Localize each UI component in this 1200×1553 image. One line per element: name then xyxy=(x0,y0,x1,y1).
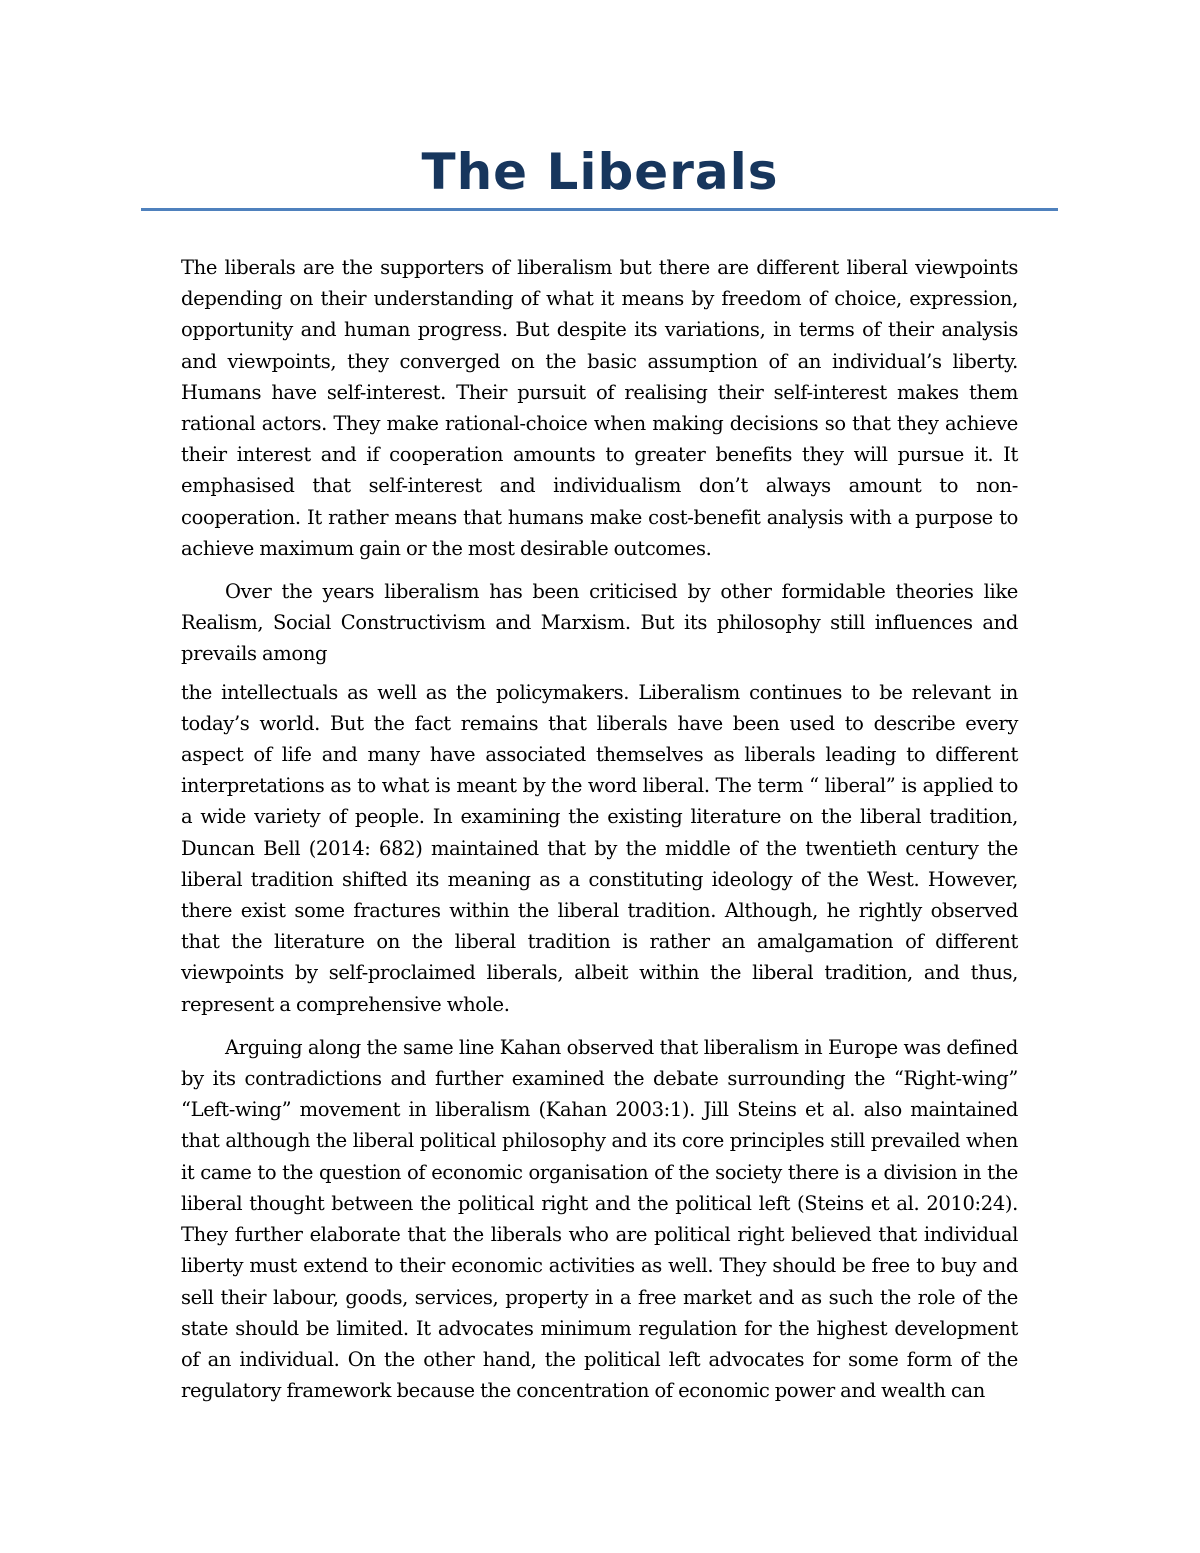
page-title: The Liberals xyxy=(421,143,779,201)
paragraph-intro: The liberals are the supporters of liberalism but there are different liberal viewpoints depending on their understanding of what it means by freedom of choice, expression, opportunity and human progress. But despite its variations, in terms of their analysis and viewpoints, they converged on the basic assumption of an individual’s liberty. Humans have self-interest. Their pursuit of realising their self-interest makes them rational actors. They make rational-choice when making decisions so that they achieve their interest and if cooperation amounts to greater benefits they will pursue it. It emphasised that self-interest and individualism don’t always amount to non-cooperation. It rather means that humans make cost-benefit analysis with a purpose to achieve maximum gain or the most desirable outcomes. xyxy=(181,256,1018,560)
paragraph-kahan: Arguing along the same line Kahan observed that liberalism in Europe was defined by its contradictions and further examined the debate surrounding the “Right-wing” “Left-wing” movement in liberalism (Kahan 2003:1). Jill Steins et al. also maintained that although the liberal political philosophy and its core principles still prevailed when it came to the question of economic organisation of the society there is a division in the liberal thought between the political right and the political left (Steins et al. 2010:24). They further elaborate that the liberals who are political right believed that individual liberty must extend to their economic activities as well. They should be free to buy and sell their labour, goods, services, property in a free market and as such the role of the state should be limited. It advocates minimum regulation for the highest development of an individual. On the other hand, the political left advocates for some form of the regulatory framework because the concentration of economic power and wealth can xyxy=(181,1035,1018,1403)
document-body xyxy=(181,252,1018,1406)
title-underline xyxy=(141,208,1058,211)
paragraph-intellectuals: the intellectuals as well as the policymakers. Liberalism continues to be relevant in today’s world. But the fact remains that liberals have been used to describe every aspect of life and many have associated themselves as liberals leading to different interpretations as to what is meant by the word liberal. The term “ liberal” is applied to a wide variety of people. In examining the existing literature on the liberal tradition, Duncan Bell (2014: 682) maintained that by the middle of the twentieth century the liberal tradition shifted its meaning as a constituting ideology of the West. However, there exist some fractures within the liberal tradition. Although, he rightly observed that the literature on the liberal tradition is rather an amalgamation of different viewpoints by self-proclaimed liberals, albeit within the liberal tradition, and thus, represent a comprehensive whole. xyxy=(181,680,1018,1016)
paragraph-criticism: Over the years liberalism has been criticised by other formidable theories like Realism, Social Constructivism and Marxism. But its philosophy still influences and prevails among xyxy=(181,580,1018,666)
